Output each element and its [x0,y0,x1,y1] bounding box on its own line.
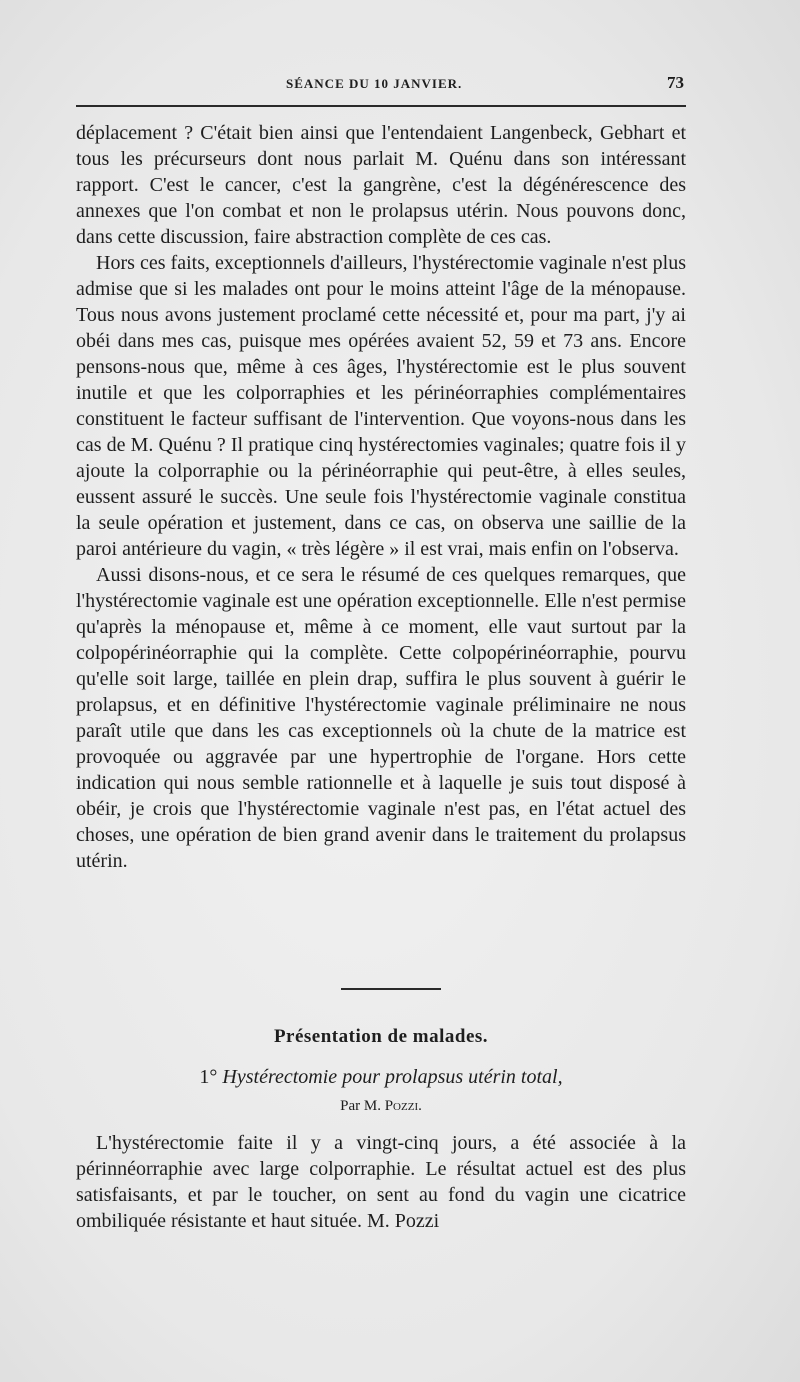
header-rule [76,105,686,107]
author-name: Pozzi. [384,1098,422,1114]
running-title: SÉANCE DU 10 JANVIER. [286,76,463,91]
closing-paragraph: L'hystérectomie faite il y a vingt-cinq jours, a été associée à la périnnéorraphie avec large colporraphie. Le résultat actuel est des plus satisfaisants, et par le toucher, on sent au fond du vagin une cicatrice ombiliquée résistante et haut située. M. Pozzi [76,1132,686,1232]
main-text [76,120,686,874]
section-divider [341,988,441,990]
paragraph-2: Hors ces faits, exceptionnels d'ailleurs, l'hystérectomie vaginale n'est plus admise que si les malades ont pour le moins atteint l'âge de la ménopause. Tous nous avons justement proclamé cette nécessité et, pour ma part, j'y ai obéi dans mes cas, puisque mes opérées avaient 52, 59 et 73 ans. Encore pensons-nous que, même à ces âges, l'hystérectomie est le plus souvent inutile et que les colporraphies et les périnéorraphies complémentaires constituent le facteur suffisant de l'intervention. Que voyons-nous dans les cas de M. Quénu ? Il pratique cinq hystérectomies vaginales; quatre fois il y ajoute la colporraphie ou la périnéorraphie qui peut-être, à elles seules, eussent assuré le succès. Une seule fois l'hystérectomie vaginale constitua la seule opération et justement, dans ce cas, on observa une saillie de la paroi antérieure du vagin, « très légère » il est vrai, mais enfin on l'observa. [76,252,686,560]
case-title-text: Hystérectomie pour prolapsus utérin total, [222,1066,563,1088]
paragraph-1: déplacement ? C'était bien ainsi que l'entendaient Langenbeck, Gebhart et tous les précurseurs dont nous parlait M. Quénu dans son intéressant rapport. C'est le cancer, c'est la gangrène, c'est la dégénérescence des annexes que l'on combat et non le prolapsus utérin. Nous pouvons donc, dans cette discussion, faire abstraction complète de ces cas. [76,122,686,248]
page-header [76,72,686,98]
case-number: 1° [199,1066,218,1088]
case-text [76,1130,686,1234]
paragraph-3: Aussi disons-nous, et ce sera le résumé de ces quelques remarques, que l'hystérectomie vaginale est une opération exceptionnelle. Elle n'est permise qu'après la ménopause et, même à ce moment, elle vaut surtout par la colpopérinéorraphie qui la complète. Cette colpopérinéorraphie, pourvu qu'elle soit large, taillée en plein drap, suffira le plus souvent à guérir le prolapsus, et en définitive l'hystérectomie vaginale préliminaire ne nous paraît utile que dans les cas exceptionnels où la chute de la matrice est provoquée ou aggravée par une hypertrophie de l'organe. Hors cette indication qui nous semble rationnelle et à laquelle je suis tout disposé à obéir, je crois que l'hystérectomie vaginale n'est pas, en l'état actuel des choses, une opération de bien grand avenir dans le traitement du prolapsus utérin. [76,564,686,872]
section-title: Présentation de malades. [273,1026,489,1047]
case-title [76,1066,686,1089]
page-number: 73 [667,73,684,92]
author-prefix: Par M. [340,1098,381,1114]
author-line [76,1098,686,1115]
